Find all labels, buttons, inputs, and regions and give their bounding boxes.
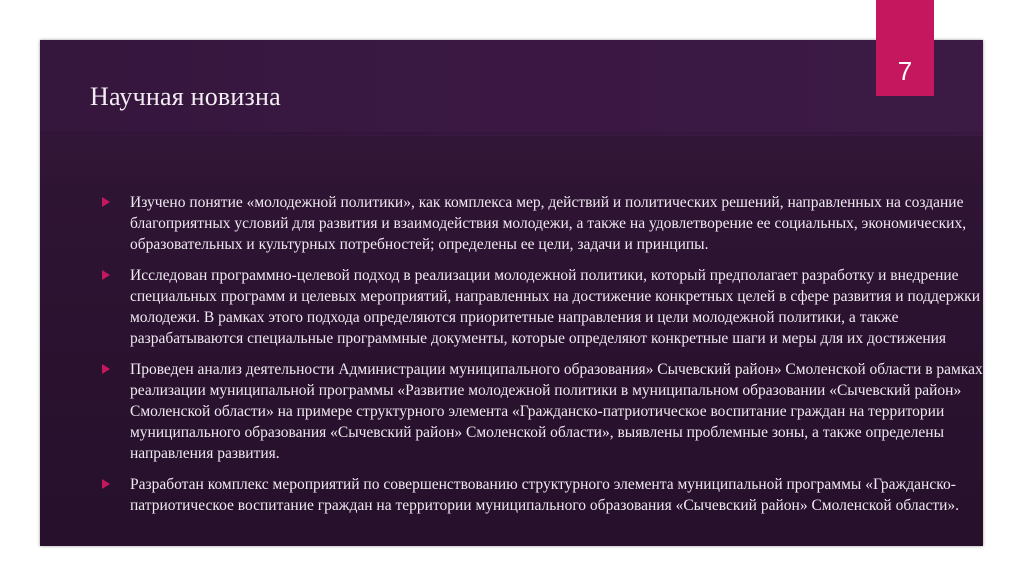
slide-title: Научная новизна — [90, 82, 281, 111]
triangle-bullet-icon — [102, 364, 110, 374]
bullet-text: Изучено понятие «молодежной политики», как комплекса мер, действий и политических решений, направленных на создание благоприятных условий для развития и взаимодействия молодежи, а также на удовлетворение ее социальных, экономических, образовательных и культурных потребностей; определены ее цели, задачи и принципы. — [130, 194, 967, 253]
bullet-text: Разработан комплекс мероприятий по совершенствованию структурного элемента муниципальной программы «Гражданско-патриотическое воспитание граждан на территории муниципального образования «Сычевский район» Смоленской области». — [130, 476, 960, 514]
triangle-bullet-icon — [102, 479, 110, 489]
triangle-bullet-icon — [102, 270, 110, 280]
slide — [40, 40, 983, 546]
bullet-item — [100, 474, 983, 516]
page-number-badge: 7 — [876, 0, 934, 96]
bullet-item — [100, 359, 983, 464]
bullet-text: Проведен анализ деятельности Администрации муниципального образования» Сычевский район» Смоленской области в рамках реализации муниципальной программы «Развитие молодежной политики в муниципальном образовании «Сычевский район» Смоленской области» на примере структурного элемента «Гражданско-патриотическое воспитание граждан на территории муниципального образования «Сычевский район» Смоленской области», выявлены проблемные зоны, а также определены направления развития. — [130, 361, 983, 462]
triangle-bullet-icon — [102, 197, 110, 207]
bullet-text: Исследован программно-целевой подход в реализации молодежной политики, который предполагает разработку и внедрение специальных программ и целевых мероприятий, направленных на достижение конкретных целей в сфере развития и поддержки молодежи. В рамках этого подхода определяются приоритетные направления и цели молодежной политики, а также разрабатываются специальные программные документы, которые определяют конкретные шаги и меры для их достижения — [130, 267, 981, 347]
bullet-item — [100, 192, 983, 255]
bullet-list — [100, 192, 983, 526]
bullet-item — [100, 265, 983, 349]
header-divider — [40, 132, 983, 136]
